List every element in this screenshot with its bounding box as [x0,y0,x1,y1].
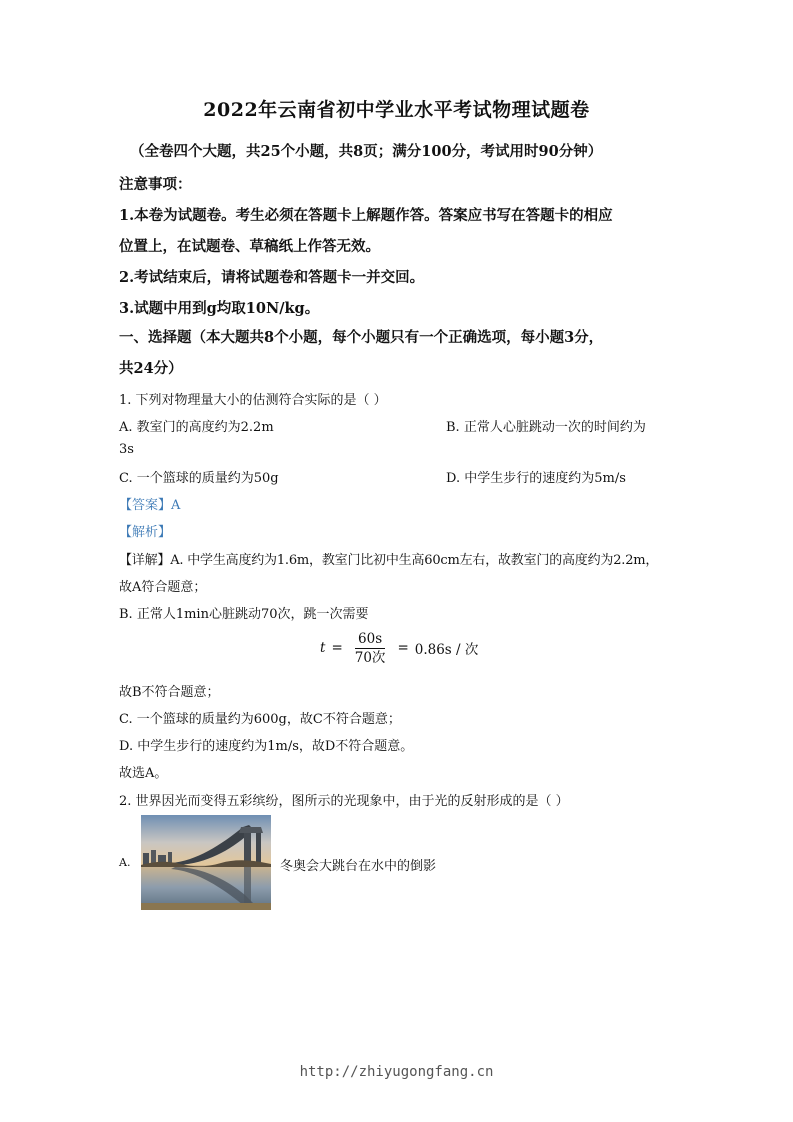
formula-denominator: 70次 [354,649,386,666]
question-1-detail-d: D. 中学生步行的速度约为1m/s，故D不符合题意。 [119,739,414,754]
question-1-option-a: A. 教室门的高度约为2.2m [119,420,274,435]
note-item-1-line-1: 1.本卷为试题卷。考生必须在答题卡上解题作答。答案应书写在答题卡的相应 [119,207,613,224]
question-1-detail-b: B. 正常人1min心脏跳动70次，跳一次需要 [119,607,369,622]
section-1-heading-line-1: 一、选择题（本大题共8个小题，每个小题只有一个正确选项，每小题3分， [119,329,604,346]
section-1-heading-line-2: 共24分） [119,360,183,377]
question-1-detail-c: C. 一个篮球的质量约为600g，故C不符合题意； [119,712,401,727]
exam-subtitle: （全卷四个大题，共25个小题，共8页；满分100分，考试用时90分钟） [130,143,603,160]
question-1-conclusion: 故选A。 [119,766,168,781]
question-2-option-a-text: 冬奥会大跳台在水中的倒影 [280,859,437,874]
note-item-2: 2.考试结束后，请将试题卷和答题卡一并交回。 [119,269,425,286]
question-1-option-b: B. 正常人心脏跳动一次的时间约为 [446,420,646,435]
formula-result: 0.86s / 次 [414,642,479,658]
question-2-option-a-label: A. [119,856,131,869]
question-1-stem: 1. 下列对物理量大小的估测符合实际的是（ ） [119,393,387,408]
formula-equals-2: = [397,640,409,656]
question-1-analysis-label: 【解析】 [119,525,172,540]
question-1-option-c: C. 一个篮球的质量约为50g [119,471,279,486]
notes-heading: 注意事项： [119,176,192,193]
question-1-option-b-continued: 3s [119,442,134,457]
note-item-1-line-2: 位置上，在试题卷、草稿纸上作答无效。 [119,238,380,255]
formula-numerator: 60s [355,631,385,649]
formula-variable-t: t [320,640,326,656]
question-1-detail-line-2: 故A符合题意； [119,580,207,595]
ski-jump-reflection-photo [141,815,271,910]
photo-illustration [141,815,271,910]
note-item-3: 3.试题中用到g均取10N/kg。 [119,300,320,317]
question-1-answer: 【答案】A [119,498,181,513]
question-1-detail-b-end: 故B不符合题意； [119,685,220,700]
question-1-detail-line-1: 【详解】A. 中学生高度约为1.6m，教室门比初中生高60cm左右，故教室门的高度约为2.2m， [119,553,659,568]
question-1-option-d: D. 中学生步行的速度约为5m/s [446,471,626,486]
page-title: 2022年云南省初中学业水平考试物理试题卷 [203,99,590,121]
question-2-stem: 2. 世界因光而变得五彩缤纷，图所示的光现象中，由于光的反射形成的是（ ） [119,794,569,809]
formula-equals-1: = [331,640,343,656]
footer-website: http://zhiyugongfang.cn [299,1064,494,1080]
formula-fraction [355,631,386,666]
heartbeat-formula [320,628,478,668]
